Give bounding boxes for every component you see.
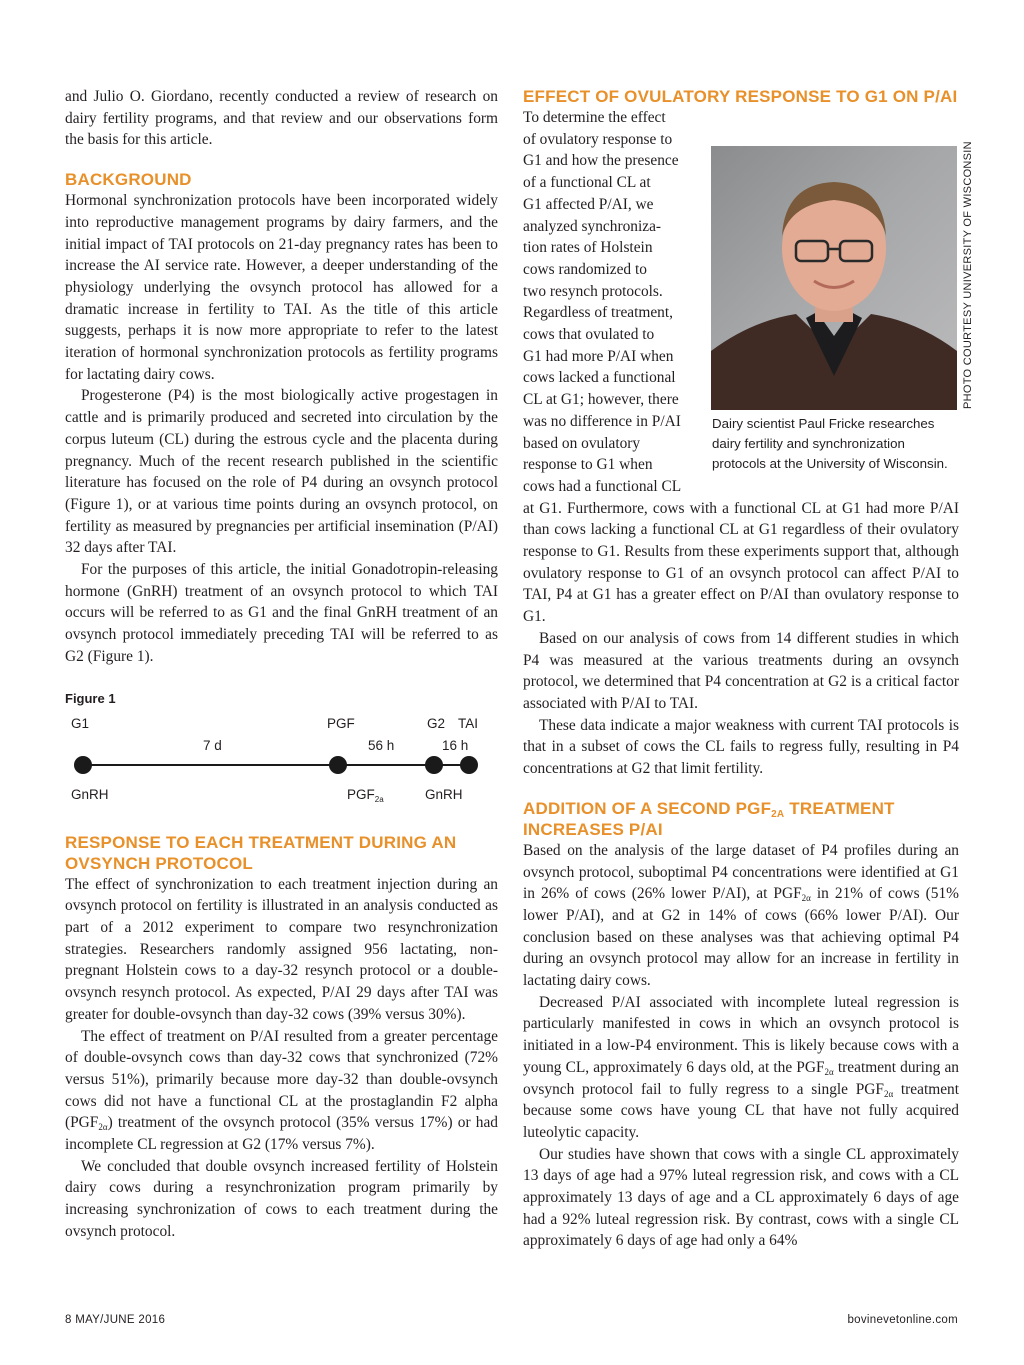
effect-wrapped-line: was no difference in P/AI <box>523 412 681 430</box>
figure-interval-7d: 7 d <box>203 737 222 753</box>
figure-pgf2a-sub: 2a <box>374 794 384 804</box>
footer-page-date: 8 MAY/JUNE 2016 <box>65 1314 166 1326</box>
effect-paragraph-1-rest: at G1. Furthermore, cows with a functional CL at G1 had more P/AI than cows lacking a functional CL at G1 regardless of their ovulatory response to G1. Results from these experiments support that, although ovulatory response to G1 of an ovsynch protocol can affect P/AI to TAI, P4 at G1 has a greater effect on P/AI than ovulatory response to G1. <box>523 499 959 626</box>
background-paragraph-2: Progesterone (P4) is the most biologically active progestagen in cattle and is primarily produced and secreted into circulation by the corpus luteum (CL) during the estrous cycle and the placenta during pregnancy. Much of the recent research published in the scientific literature has focused on the role of P4 during an ovsynch protocol (Figure 1), or at various time points during an ovsynch protocol, on fertility as measured by pregnancies per artificial insemination (P/AI) 32 days after TAI. <box>65 387 498 557</box>
effect-wrapped-line: G1 affected P/AI, we <box>523 195 654 213</box>
addition-heading-sub: 2Α <box>771 808 785 820</box>
figure-interval-16h: 16 h <box>442 737 469 753</box>
figure-dot-tai <box>460 756 478 774</box>
effect-wrapped-line: To determine the effect <box>523 109 666 126</box>
addition-p2-part-a: Decreased P/AI associated with incomplete luteal regression is particularly manifested in cows in which an ovsynch protocol is initiated in a low-P4 environment. This is likely because cows with a young CL, approximately 6 days old, at the PGF <box>523 993 959 1076</box>
addition-paragraph-1 <box>523 840 959 992</box>
right-column <box>523 86 959 1252</box>
response-p2-part-a: The effect of treatment on P/AI resulted from a greater percentage of double-ovsynch cows than day-32 cows that synchronized (72% versus 51%), primarily because more day-32 than double-ovsynch cows did not have a functional CL at the prostaglandin F2 alpha (PGF <box>65 1027 498 1132</box>
background-paragraph-3: For the purposes of this article, the initial Gonadotropin-releasing hormone (GnRH) treatment of an ovsynch protocol to which TAI occurs will be referred to as G1 and the final GnRH treatment of an ovsynch protocol immediately preceding TAI will be referred to as G2 (Figure 1). <box>65 561 498 665</box>
addition-heading <box>523 798 959 840</box>
figure-label: Figure 1 <box>65 690 116 706</box>
figure-dot-g2 <box>425 756 443 774</box>
addition-p1-part-a: Based on the analysis of the large dataset of P4 profiles during an ovsynch protocol, suboptimal P4 concentrations were identified at G1 in 26% of cows (26% lower P/AI), at PGF <box>523 841 959 903</box>
figure-pgf2a-base: PGF <box>347 786 375 802</box>
figure-dot-pgf <box>329 756 347 774</box>
effect-paragraph-3: These data indicate a major weakness with current TAI protocols is that in a subset of cows the CL fails to regress fully, resulting in P4 concentrations at G2 that limit fertility. <box>523 716 959 778</box>
figure-interval-56h: 56 h <box>368 737 395 753</box>
response-p2-sub: 2α <box>98 1122 108 1133</box>
figure-gnrh-label-2: GnRH <box>425 786 463 802</box>
addition-heading-part-b: TREATMENT INCREASES P/AI <box>523 798 895 839</box>
background-paragraph-1: Hormonal synchronization protocols have been incorporated widely into reproductive management programs by dairy farmers, and the initial impact of TAI protocols on 21-day pregnancy rates has been to increase the AI service rate. However, a deeper understanding of the physiology underlying the ovsynch protocol has allowed for a dramatic increase in fertility to TAI. As the title of this article suggests, perhaps it is now more appropriate to refer to the latest iteration of hormonal synchronization protocols as fertility programs for lactating dairy cows. <box>65 192 498 383</box>
effect-paragraph-2: Based on our analysis of cows from 14 different studies in which P4 was measured at the various treatments during an ovsynch protocol, we determined that P4 concentration at G2 is a critical factor associated with P/AI to TAI. <box>523 629 959 712</box>
effect-wrapped-line: two resynch protocols. <box>523 282 663 300</box>
addition-paragraph-3: Our studies have shown that cows with a single CL approximately 13 days of age had a 97% luteal regression risk, and cows with a CL approximately 13 days of age and a CL approximately 6 days of age had a 92% luteal regression risk. By contrast, cows with a single CL approximately 6 days of age had only a 64% <box>523 1145 959 1250</box>
effect-wrapped-line: cows lacked a functional <box>523 369 676 387</box>
addition-p1-part-b: in 21% of cows (51% lower P/AI), and at G2 in 14% of cows (66% lower P/AI). Our conclusion based on these analyses was that achieving optimal P4 during an ovsynch protocol may allow for an increase in fertility in lactating dairy cows. <box>523 885 959 990</box>
figure-dot-g1 <box>74 756 92 774</box>
background-heading: BACKGROUND <box>65 170 192 190</box>
addition-p1-sub: 2α <box>801 893 811 904</box>
figure-pgf2a-label <box>347 787 384 802</box>
addition-p2-sub-1: 2α <box>824 1066 834 1077</box>
response-paragraph-3: We concluded that double ovsynch increased fertility of Holstein dairy cows during a resynchronization program primarily by increasing synchronization of cows to each treatment during the ovsynch protocol. <box>65 1157 498 1240</box>
response-p2-part-b: ) treatment of the ovsynch protocol (35% versus 17%) or had incomplete CL regression at G2 (17% versus 7%). <box>65 1114 498 1154</box>
effect-wrapped-line: Regardless of treatment, <box>523 304 674 322</box>
figure-g2-label: G2 <box>427 715 446 731</box>
effect-wrapped-line: CL at G1; however, there <box>523 391 679 409</box>
photo-credit: PHOTO COURTESY UNIVERSITY OF WISCONSIN <box>962 141 974 409</box>
left-column <box>65 86 498 1243</box>
effect-wrapped-line: response to G1 when <box>523 456 653 474</box>
figure-tai-label: TAI <box>458 715 478 731</box>
addition-p2-part-c: treatment because some cows have young CL that have not fully acquired luteolytic capacity. <box>523 1080 959 1141</box>
addition-paragraph-2 <box>523 992 959 1144</box>
effect-wrapped-line: G1 and how the presence <box>523 152 679 170</box>
addition-heading-part-a: ADDITION OF A SECOND PGF <box>523 798 772 818</box>
intro-paragraph: and Julio O. Giordano, recently conducted a review of research on dairy fertility programs, and that review and our observations form the basis for this article. <box>65 88 498 149</box>
effect-wrapped-line: tion rates of Holstein <box>523 239 653 257</box>
figure-timeline-line <box>83 764 471 766</box>
effect-wrapped-line: G1 had more P/AI when <box>523 347 674 365</box>
effect-heading: EFFECT OF OVULATORY RESPONSE TO G1 ON P/AI <box>523 87 958 106</box>
figure-1-timeline <box>65 708 498 818</box>
response-paragraph-2 <box>65 1026 498 1156</box>
effect-paragraph-wrapped <box>523 107 703 498</box>
effect-wrapped-line: cows had a functional CL <box>523 477 682 495</box>
figure-pgf-label: PGF <box>327 715 355 731</box>
response-heading: RESPONSE TO EACH TREATMENT DURING AN OVSYNCH PROTOCOL <box>65 832 457 873</box>
effect-wrapped-line: of ovulatory response to <box>523 130 673 148</box>
figure-g1-label: G1 <box>71 715 90 731</box>
response-paragraph-1: The effect of synchronization to each treatment injection during an ovsynch protocol on fertility is illustrated in an analysis conducted as part of a 2012 experiment to compare two resynchronization strategies. Researchers randomly assigned 956 lactating, non-pregnant Holstein cows to a day-32 resynch protocol or a double-ovsynch resynch protocol. As expected, P/AI 29 days after TAI was greater for double-ovsynch than day-32 cows (39% versus 30%). <box>65 875 498 1023</box>
addition-p2-part-b: treatment during an ovsynch protocol fail to fully regress to a single PGF <box>523 1058 959 1098</box>
effect-wrapped-line: cows that ovulated to <box>523 326 655 344</box>
effect-wrapped-line: of a functional CL at <box>523 174 651 192</box>
photo-caption: Dairy scientist Paul Fricke researches dairy fertility and synchronization protocols at the University of Wisconsin. <box>712 416 948 471</box>
effect-wrapped-line: cows randomized to <box>523 260 647 278</box>
effect-wrapped-line: analyzed synchroniza- <box>523 217 662 235</box>
footer-website: bovinevetonline.com <box>847 1314 958 1326</box>
figure-gnrh-label-1: GnRH <box>71 786 109 802</box>
effect-wrapped-line: based on ovulatory <box>523 434 641 452</box>
addition-p2-sub-2: 2α <box>883 1088 894 1099</box>
